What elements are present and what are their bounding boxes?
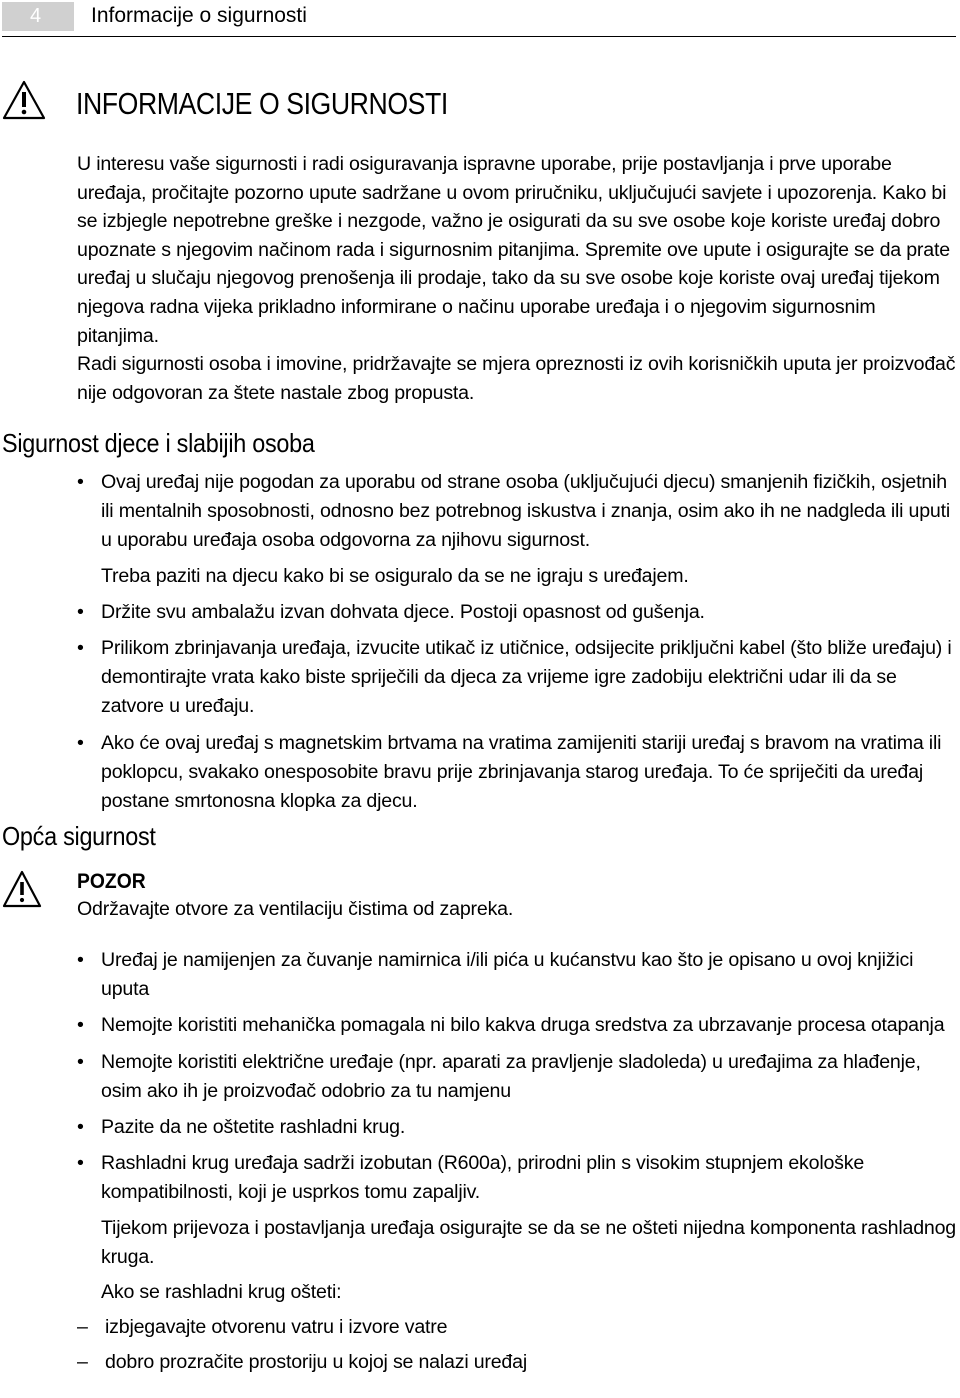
bullet: • bbox=[77, 731, 84, 754]
list-item-subtext: Treba paziti na djecu kako bi se osiguralo da se ne igraju s uređajem. bbox=[101, 564, 689, 587]
bullet: • bbox=[77, 471, 84, 493]
general-safety-list bbox=[77, 946, 957, 1385]
section-heading-general: Opća sigurnost bbox=[2, 821, 156, 851]
list-item bbox=[77, 1149, 957, 1377]
section-heading-children: Sigurnost djece i slabijih osoba bbox=[2, 428, 315, 458]
dash-list-item bbox=[77, 1313, 957, 1342]
list-item bbox=[77, 729, 957, 817]
intro-paragraph: Radi sigurnosti osoba i imovine, pridržavajte se mjera opreznosti iz ovih korisničkih uputa jer proizvođač nije odgovoran za štete nastale zbog propusta. bbox=[77, 353, 956, 404]
list-item-text: Ako će ovaj uređaj s magnetskim brtvama na vratima zamijeniti stariji uređaj s bravom na vratima ili poklopcu, svakako onesposobite bravu prije zbrinjavanja starog uređaja. To će spriječiti da uređaj postane smrtonosna klopka za djecu. bbox=[101, 731, 942, 813]
list-item-text: Držite svu ambalažu izvan dohvata djece. Postoji opasnost od gušenja. bbox=[101, 600, 705, 623]
list-item bbox=[77, 634, 957, 722]
page-number: 4 bbox=[2, 2, 74, 31]
list-item bbox=[77, 946, 957, 1004]
list-item bbox=[77, 598, 957, 627]
dash-list-item bbox=[77, 1348, 957, 1377]
bullet: • bbox=[77, 949, 84, 971]
page-header bbox=[0, 0, 960, 40]
list-item-text: Pazite da ne oštetite rashladni krug. bbox=[101, 1116, 406, 1139]
caution-warning-icon bbox=[2, 870, 42, 908]
list-item bbox=[77, 1048, 957, 1106]
list-item bbox=[77, 1011, 957, 1040]
children-safety-list bbox=[77, 468, 957, 823]
list-item-text: Uređaj je namijenjen za čuvanje namirnica i/ili pića u kućanstvu kao što je opisano u ovoj knjižici uputa bbox=[101, 949, 914, 1001]
warning-icon bbox=[2, 80, 46, 120]
dash-item-text: dobro prozračite prostoriju u kojoj se nalazi uređaj bbox=[105, 1351, 527, 1374]
list-item-text: Nemojte koristiti električne uređaje (npr. aparati za pravljenje sladoleda) u uređajima za hlađenje, osim ako ih je proizvođač odobrio za tu namjenu bbox=[101, 1050, 921, 1102]
list-item-text: Nemojte koristiti mehanička pomagala ni bilo kakva druga sredstva za ubrzavanje procesa otapanja bbox=[101, 1014, 945, 1037]
bullet: • bbox=[77, 1116, 84, 1139]
header-title: Informacije o sigurnosti bbox=[91, 4, 307, 27]
caution-title: POZOR bbox=[77, 870, 146, 893]
list-item-subtext: Ako se rashladni krug ošteti: bbox=[101, 1281, 342, 1304]
bullet: • bbox=[77, 1152, 84, 1175]
page-title: INFORMACIJE O SIGURNOSTI bbox=[76, 86, 448, 121]
list-item bbox=[77, 1113, 957, 1142]
dash: – bbox=[77, 1316, 88, 1339]
intro-text bbox=[77, 150, 957, 407]
dash: – bbox=[77, 1351, 88, 1374]
header-divider bbox=[2, 36, 956, 37]
list-item-text: Rashladni krug uređaja sadrži izobutan (R600a), prirodni plin s visokim stupnjem ekološke kompatibilnosti, koji je usprkos tomu zapaljiv. bbox=[101, 1152, 865, 1204]
list-item bbox=[77, 468, 957, 591]
dash-item-text: izbjegavajte otvorenu vatru i izvore vatre bbox=[105, 1316, 448, 1339]
dash-list bbox=[77, 1313, 957, 1377]
list-item-subtext: Tijekom prijevoza i postavljanja uređaja osigurajte se da se ne ošteti nijedna komponenta rashladnog kruga. bbox=[101, 1216, 956, 1268]
bullet: • bbox=[77, 1050, 84, 1073]
list-item-text: Ovaj uređaj nije pogodan za uporabu od strane osoba (uključujući djecu) smanjenih fizičkih, osjetnih ili mentalnih sposobnosti, odnosno bez potrebnog iskustva i znanja, osim ako ih ne nadgleda ili uputi u uporabu uređaja osoba odgovorna za njihovu sigurnost. bbox=[101, 471, 951, 552]
list-item-text: Prilikom zbrinjavanja uređaja, izvucite utikač iz utičnice, odsijecite priključni kabel (što bliže uređaju) i demontirajte vrata kako biste spriječili da djeca za vrijeme igre zadobiju električni udar ili da se zatvore u uređaju. bbox=[101, 637, 952, 718]
intro-paragraph: U interesu vaše sigurnosti i radi osiguravanja ispravne uporabe, prije postavljanja i prve uporabe uređaja, pročitajte pozorno upute sadržane u ovom priručniku, uključujući savjete i upozorenja. Kako bi se izbjegle nepotrebne greške i nezgode, važno je osigurati da su sve osobe koje koriste uređaj dobro upoznate s njegovim načinom rada i sigurnosnim pitanjima. Spremite ove upute i osigurajte se da prate uređaj u slučaju njegovog prenošenja ili prodaje, tako da su sve osobe koje koriste ovaj uređaj tijekom njegova radna vijeka prikladno informirane o načinu uporabe uređaja i o njegovim sigurnosnim pitanjima. bbox=[77, 153, 950, 347]
bullet: • bbox=[77, 600, 84, 623]
bullet: • bbox=[77, 637, 84, 660]
bullet: • bbox=[77, 1014, 84, 1037]
caution-text: Održavajte otvore za ventilaciju čistima od zapreka. bbox=[77, 898, 514, 920]
